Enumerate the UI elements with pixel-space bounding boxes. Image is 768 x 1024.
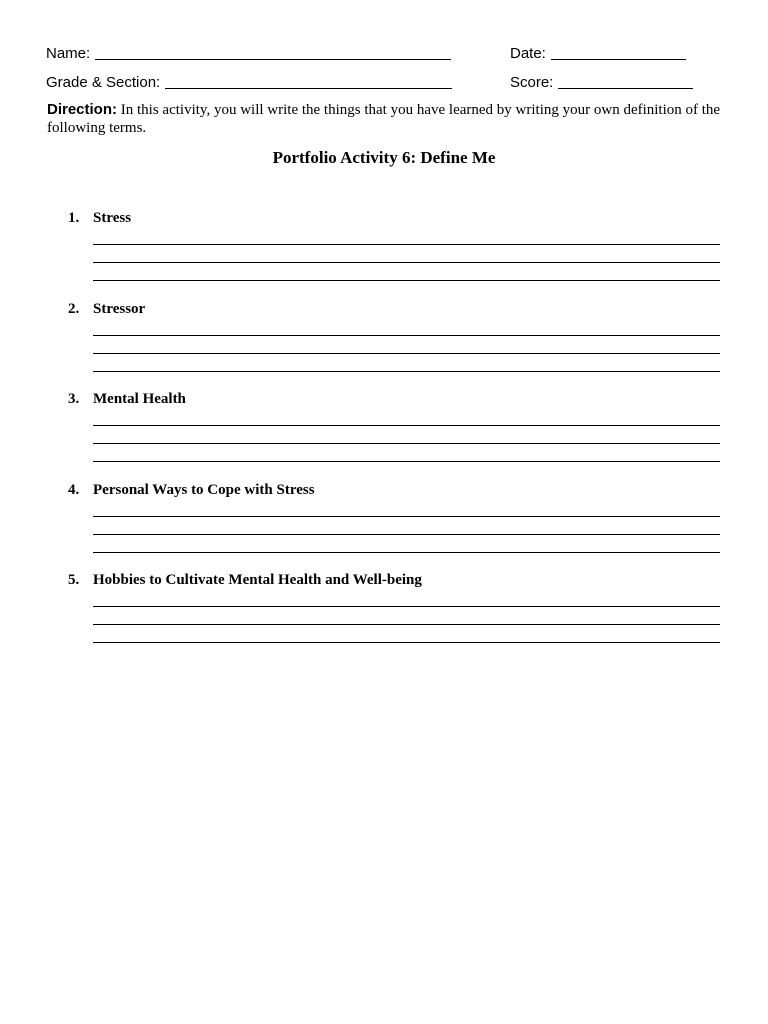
grade-section-label: Grade & Section: (46, 74, 161, 91)
answer-line[interactable] (93, 408, 720, 426)
answer-line[interactable] (93, 227, 720, 245)
term-label: Stress (93, 210, 132, 226)
grade-section-field[interactable] (46, 72, 452, 92)
direction-text: In this activity, you will write the things that you have learned by writing your own definition of the following terms. (47, 102, 721, 136)
answer-line[interactable] (93, 517, 720, 535)
term-label: Hobbies to Cultivate Mental Health and Well-being (93, 572, 422, 588)
answer-line[interactable] (93, 336, 720, 354)
answer-line[interactable] (93, 589, 720, 607)
answer-line[interactable] (93, 263, 720, 281)
answer-line[interactable] (93, 444, 720, 462)
term-label: Mental Health (93, 391, 186, 407)
score-field[interactable] (510, 72, 693, 92)
term-number: 5. (68, 572, 80, 588)
name-blank-line[interactable] (95, 45, 451, 60)
answer-line[interactable] (93, 607, 720, 625)
date-blank-line[interactable] (551, 45, 686, 60)
term-item-2 (68, 300, 720, 372)
date-field[interactable] (510, 43, 686, 63)
term-label: Personal Ways to Cope with Stress (93, 482, 315, 498)
answer-line[interactable] (93, 499, 720, 517)
term-item-5 (68, 571, 720, 643)
term-number: 3. (68, 391, 80, 407)
date-label: Date: (510, 45, 546, 62)
activity-title: Portfolio Activity 6: Define Me (272, 148, 496, 167)
grade-section-blank-line[interactable] (165, 74, 452, 89)
answer-line[interactable] (93, 354, 720, 372)
term-item-3 (68, 390, 720, 462)
term-number: 2. (68, 301, 80, 317)
term-label: Stressor (93, 301, 146, 317)
name-label: Name: (46, 45, 91, 62)
term-number: 1. (68, 210, 80, 226)
answer-line[interactable] (93, 535, 720, 553)
term-item-4 (68, 481, 720, 553)
name-field[interactable] (46, 43, 451, 63)
score-blank-line[interactable] (558, 74, 693, 89)
direction-paragraph (47, 101, 727, 137)
score-label: Score: (510, 74, 554, 91)
answer-line[interactable] (93, 245, 720, 263)
direction-label: Direction: (47, 101, 118, 118)
answer-line[interactable] (93, 318, 720, 336)
answer-line[interactable] (93, 426, 720, 444)
answer-line[interactable] (93, 625, 720, 643)
term-item-1 (68, 209, 720, 281)
term-number: 4. (68, 482, 80, 498)
